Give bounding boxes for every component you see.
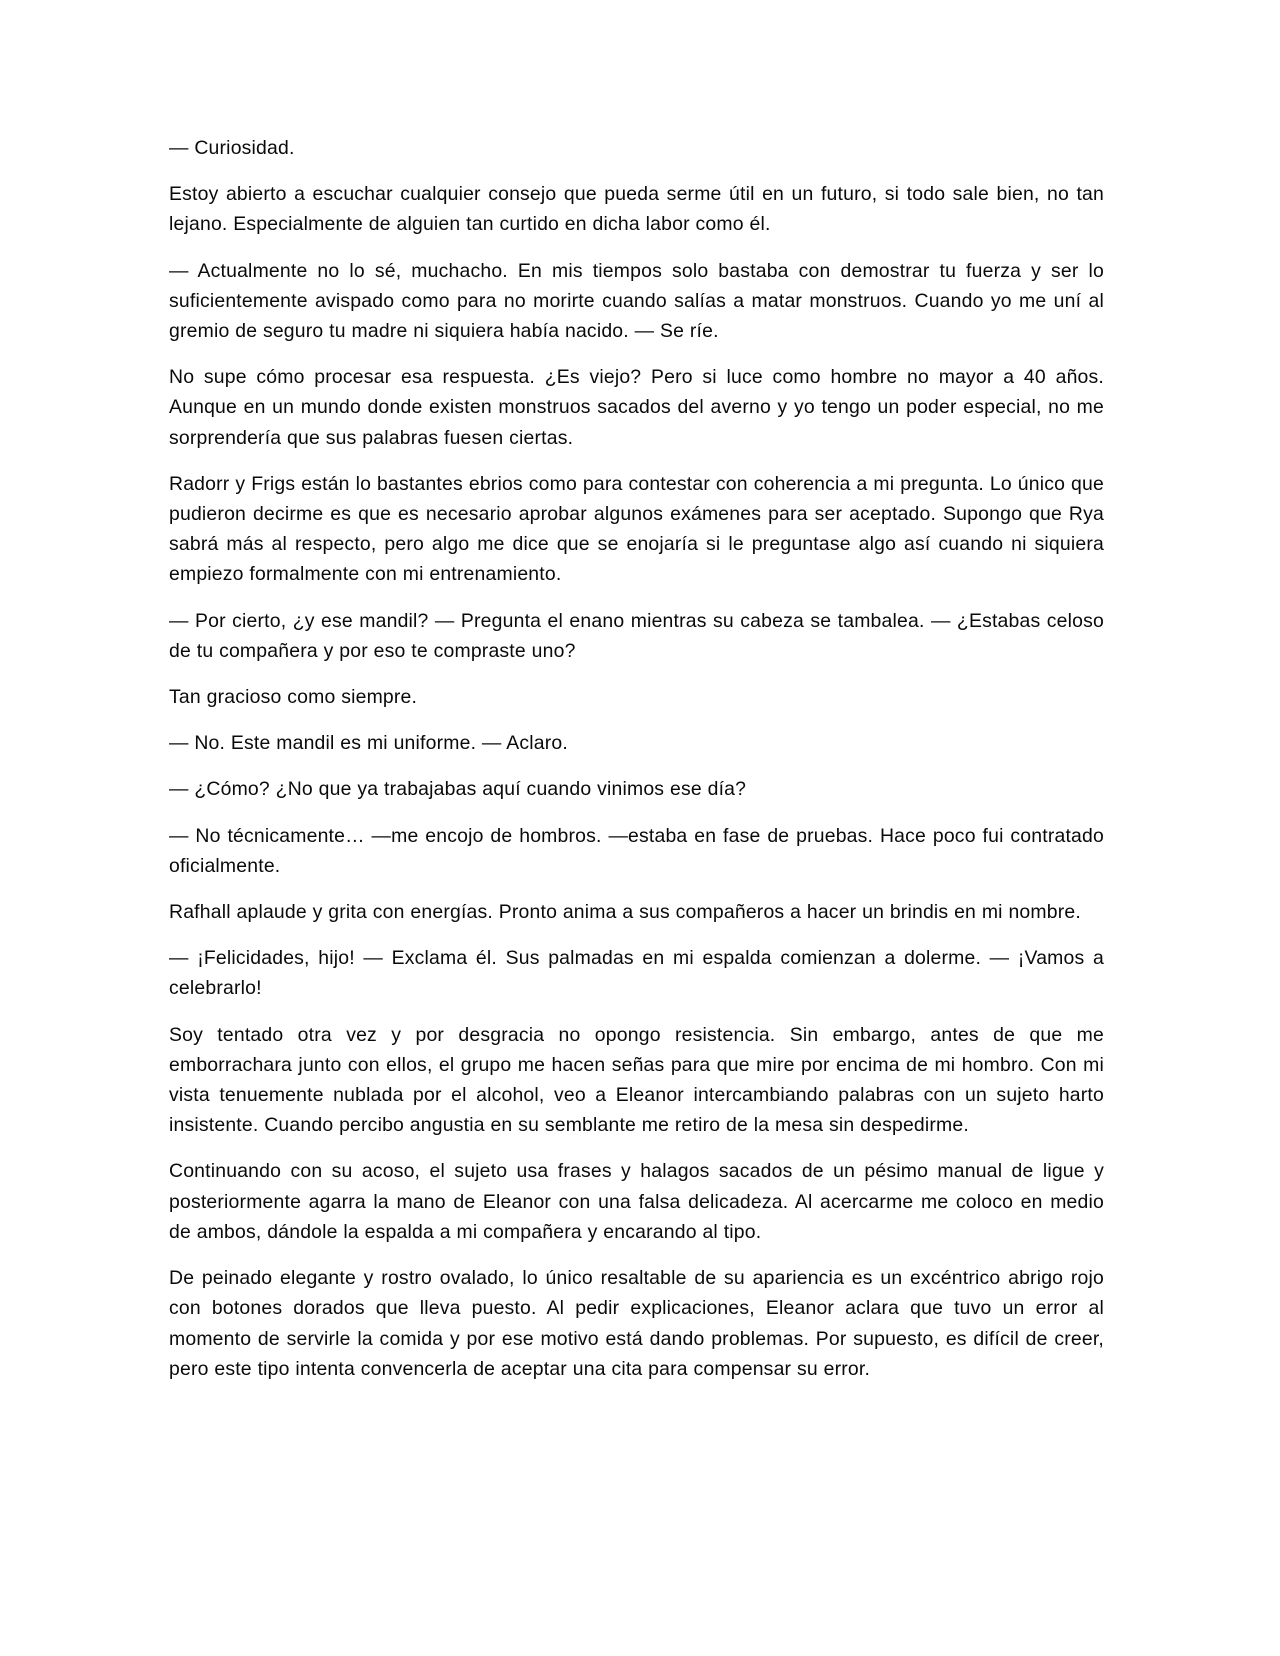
document-text-body <box>169 133 1104 1384</box>
paragraph: Radorr y Frigs están lo bastantes ebrios como para contestar con coherencia a mi pregunta. Lo único que pudieron decirme es que es necesario aprobar algunos exámenes para ser aceptado. Supongo que Rya sabrá más al respecto, pero algo me dice que se enojaría si le preguntase algo así cuando ni siquiera empiezo formalmente con mi entrenamiento. <box>169 472 1104 586</box>
paragraph: — ¿Cómo? ¿No que ya trabajabas aquí cuando vinimos ese día? <box>169 778 747 801</box>
paragraph: Continuando con su acoso, el sujeto usa frases y halagos sacados de un pésimo manual de ligue y posteriormente agarra la mano de Eleanor con una falsa delicadeza. Al acercarme me coloco en medio de ambos, dándole la espalda a mi compañera y encarando al tipo. <box>169 1160 1104 1243</box>
paragraph: — Por cierto, ¿y ese mandil? — Pregunta el enano mientras su cabeza se tambalea. — ¿Estabas celoso de tu compañera y por eso te compraste uno? <box>169 609 1104 662</box>
paragraph: Rafhall aplaude y grita con energías. Pronto anima a sus compañeros a hacer un brindis en mi nombre. <box>169 901 1081 924</box>
paragraph: De peinado elegante y rostro ovalado, lo único resaltable de su apariencia es un excéntrico abrigo rojo con botones dorados que lleva puesto. Al pedir explicaciones, Eleanor aclara que tuvo un error al momento de servirle la comida y por ese motivo está dando problemas. Por supuesto, es difícil de creer, pero este tipo intenta convencerla de aceptar una cita para compensar su error. <box>169 1267 1104 1380</box>
paragraph: — No técnicamente… —me encojo de hombros. —estaba en fase de pruebas. Hace poco fui contratado oficialmente. <box>169 824 1104 877</box>
paragraph: Estoy abierto a escuchar cualquier consejo que pueda serme útil en un futuro, si todo sale bien, no tan lejano. Especialmente de alguien tan curtido en dicha labor como él. <box>169 183 1104 236</box>
paragraph: — Curiosidad. <box>169 137 295 159</box>
paragraph: No supe cómo procesar esa respuesta. ¿Es viejo? Pero si luce como hombre no mayor a 40 años. Aunque en un mundo donde existen monstruos sacados del averno y yo tengo un poder especial, no me sorprendería que sus palabras fuesen ciertas. <box>169 366 1104 449</box>
paragraph: — Actualmente no lo sé, muchacho. En mis tiempos solo bastaba con demostrar tu fuerza y ser lo suficientemente avispado como para no morirte cuando salías a matar monstruos. Cuando yo me uní al gremio de seguro tu madre ni siquiera había nacido. — Se ríe. <box>169 259 1104 343</box>
paragraph: — No. Este mandil es mi uniforme. — Aclaro. <box>169 732 568 755</box>
paragraph: — ¡Felicidades, hijo! — Exclama él. Sus palmadas en mi espalda comienzan a dolerme. — ¡Vamos a celebrarlo! <box>169 947 1104 1000</box>
paragraph: Tan gracioso como siempre. <box>169 686 418 709</box>
paragraph: Soy tentado otra vez y por desgracia no opongo resistencia. Sin embargo, antes de que me emborrachara junto con ellos, el grupo me hacen señas para que mire por encima de mi hombro. Con mi vista tenuemente nublada por el alcohol, veo a Eleanor intercambiando palabras con un sujeto harto insistente. Cuando percibo angustia en su semblante me retiro de la mesa sin despedirme. <box>169 1023 1104 1137</box>
